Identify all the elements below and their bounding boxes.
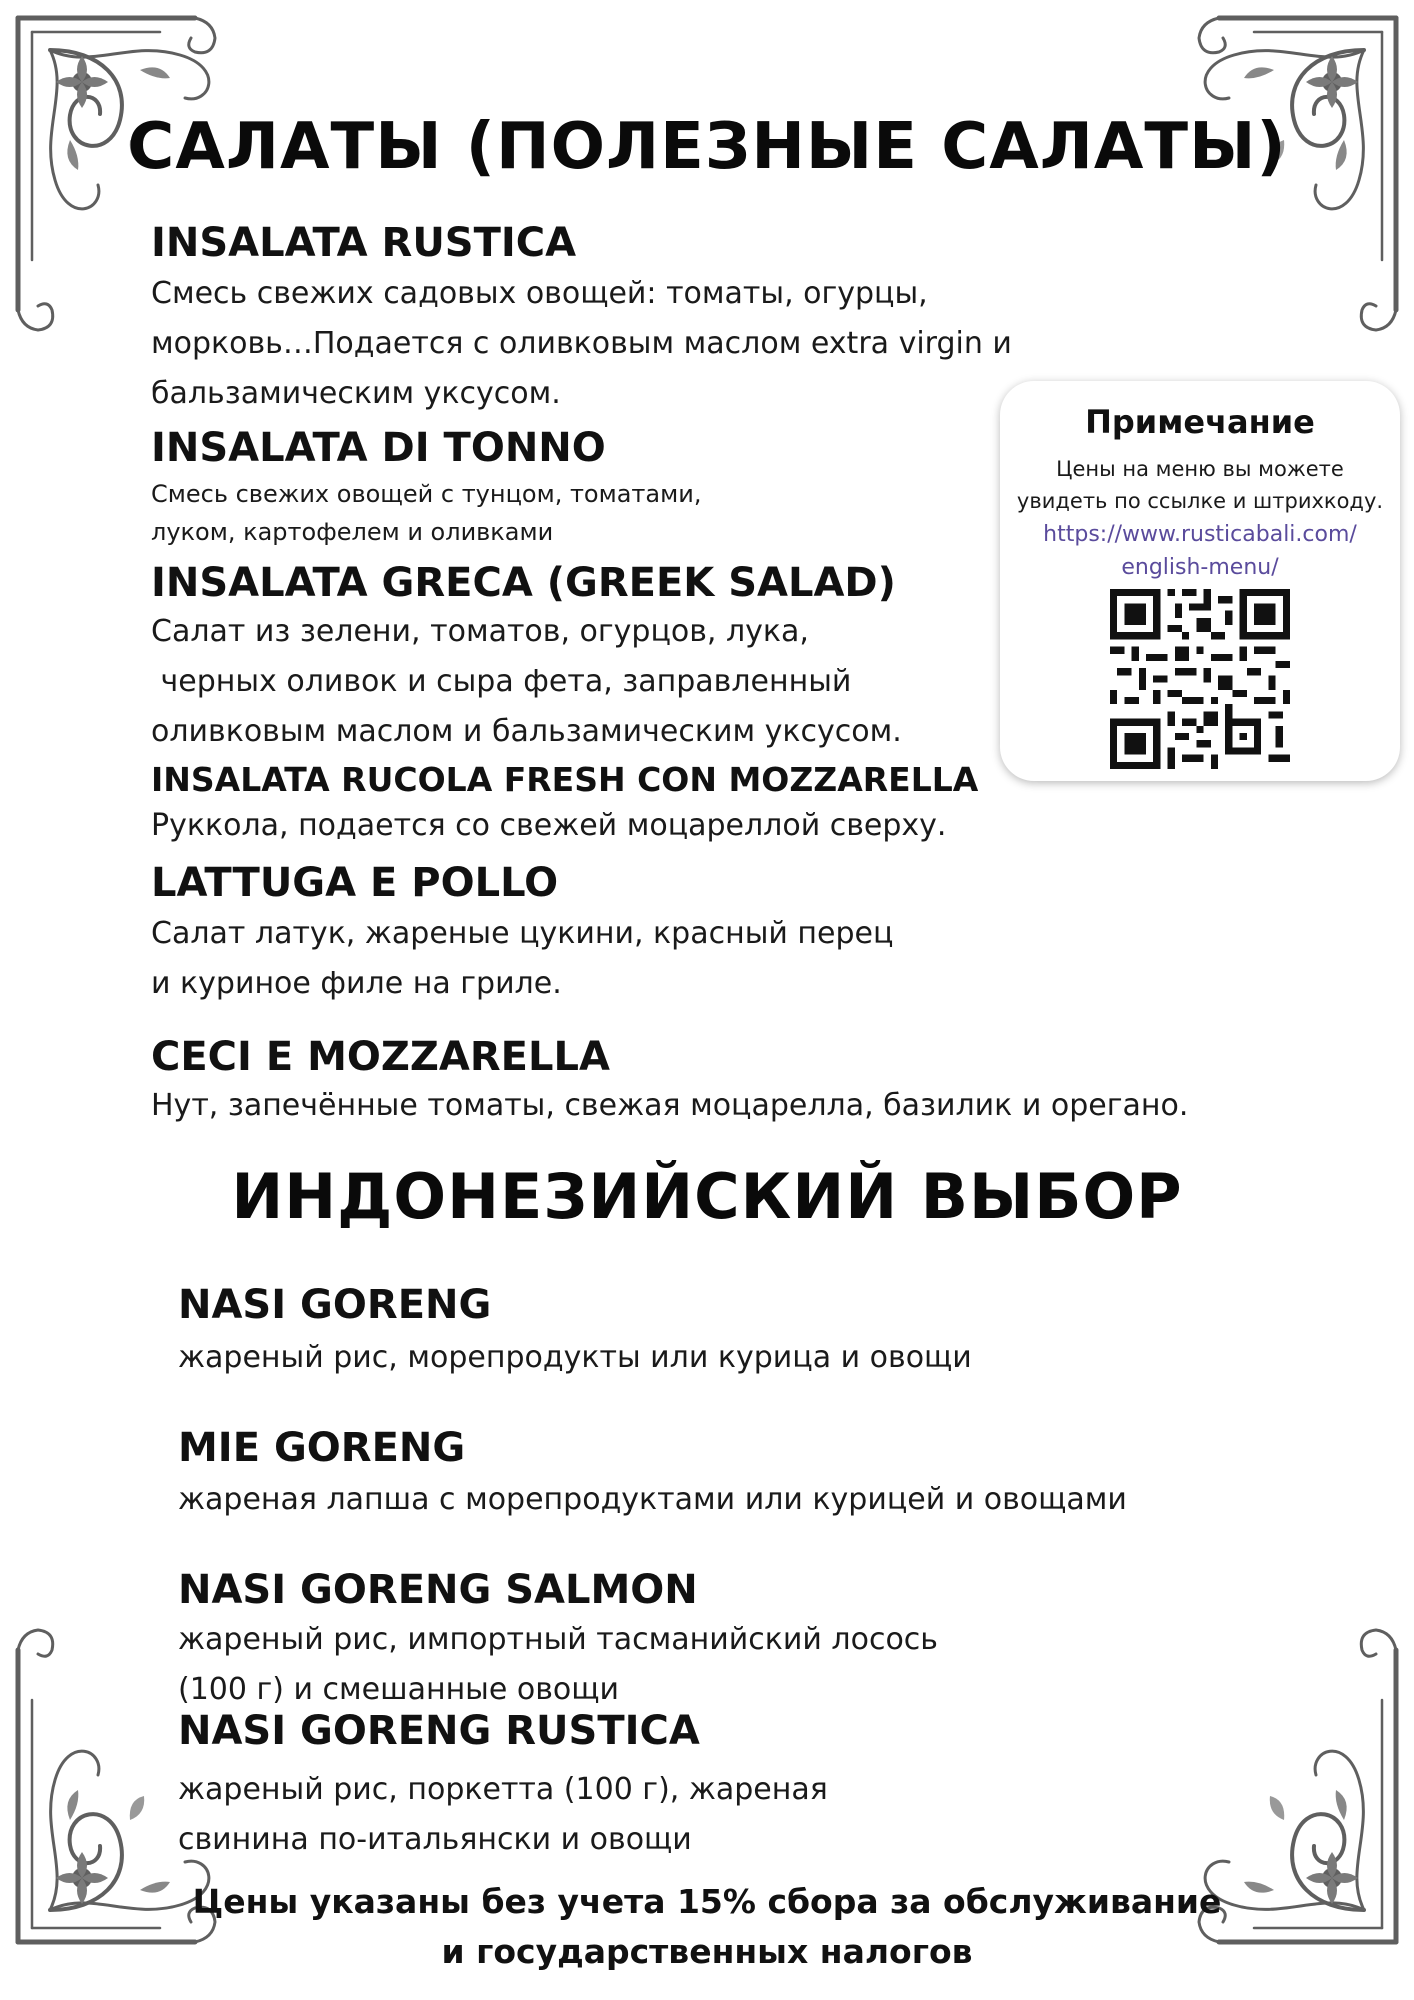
footer-note-line: Цены указаны без учета 15% сбора за обслуживание: [192, 1882, 1222, 1921]
item-title-ceci-e-mozzarella: CECI E MOZZARELLA: [151, 1034, 610, 1080]
item-desc-line: черных оливок и сыра фета, заправленный: [151, 664, 852, 699]
item-title-nasi-goreng: NASI GORENG: [178, 1282, 492, 1328]
note-heading: Примечание: [1085, 403, 1315, 441]
item-title-nasi-goreng-salmon: NASI GORENG SALMON: [178, 1567, 698, 1613]
item-desc-line: Смесь свежих садовых овощей: томаты, огурцы,: [151, 276, 928, 311]
salads-heading: САЛАТЫ (ПОЛЕЗНЫЕ САЛАТЫ): [127, 110, 1287, 184]
item-desc-line: Салат из зелени, томатов, огурцов, лука,: [151, 614, 809, 649]
item-title-insalata-di-tonno: INSALATA DI TONNO: [151, 425, 606, 471]
item-desc-line: бальзамическим уксусом.: [151, 376, 561, 411]
item-desc-line: Руккола, подается со свежей моцареллой сверху.: [151, 808, 947, 843]
item-title-nasi-goreng-rustica: NASI GORENG RUSTICA: [178, 1708, 700, 1754]
item-desc-line: оливковым маслом и бальзамическим уксусом.: [151, 714, 902, 749]
note-text-line: Цены на меню вы можете: [1056, 457, 1344, 481]
item-desc-line: жареный рис, импортный тасманийский лосось: [178, 1622, 938, 1657]
item-desc-line: морковь…Подается с оливковым маслом extra virgin и: [151, 326, 1012, 361]
item-desc-line: жареная лапша с морепродуктами или курицей и овощами: [178, 1482, 1127, 1517]
item-desc-line: (100 г) и смешанные овощи: [178, 1672, 620, 1707]
item-title-insalata-greca: INSALATA GRECA (GREEK SALAD): [151, 560, 896, 606]
qr-code-icon[interactable]: [1110, 589, 1290, 769]
item-title-lattuga-e-pollo: LATTUGA E POLLO: [151, 860, 559, 906]
item-desc-line: Смесь свежих овощей с тунцом, томатами,: [151, 480, 702, 508]
item-title-insalata-rustica: INSALATA RUSTICA: [151, 220, 577, 266]
item-title-insalata-rucola: INSALATA RUCOLA FRESH CON MOZZARELLA: [151, 760, 979, 799]
item-desc-line: свинина по-итальянски и овощи: [178, 1822, 692, 1857]
item-desc-line: жареный рис, поркетта (100 г), жареная: [178, 1772, 828, 1807]
note-card: [1000, 381, 1400, 781]
note-text-line: увидеть по ссылке и штрихкоду.: [1016, 489, 1384, 513]
item-title-mie-goreng: MIE GORENG: [178, 1425, 466, 1471]
item-desc-line: и куриное филе на гриле.: [151, 966, 562, 1001]
item-desc-line: луком, картофелем и оливками: [151, 518, 554, 546]
item-desc-line: Нут, запечённые томаты, свежая моцарелла, базилик и орегано.: [151, 1088, 1189, 1123]
footer-note-line: и государственных налогов: [441, 1932, 973, 1971]
menu-link[interactable]: https://www.rusticabali.com/: [1043, 522, 1357, 547]
menu-link[interactable]: english-menu/: [1121, 555, 1279, 580]
item-desc-line: Салат латук, жареные цукини, красный перец: [151, 916, 894, 951]
indonesian-heading: ИНДОНЕЗИЙСКИЙ ВЫБОР: [231, 1160, 1183, 1233]
item-desc-line: жареный рис, морепродукты или курица и овощи: [178, 1340, 972, 1375]
